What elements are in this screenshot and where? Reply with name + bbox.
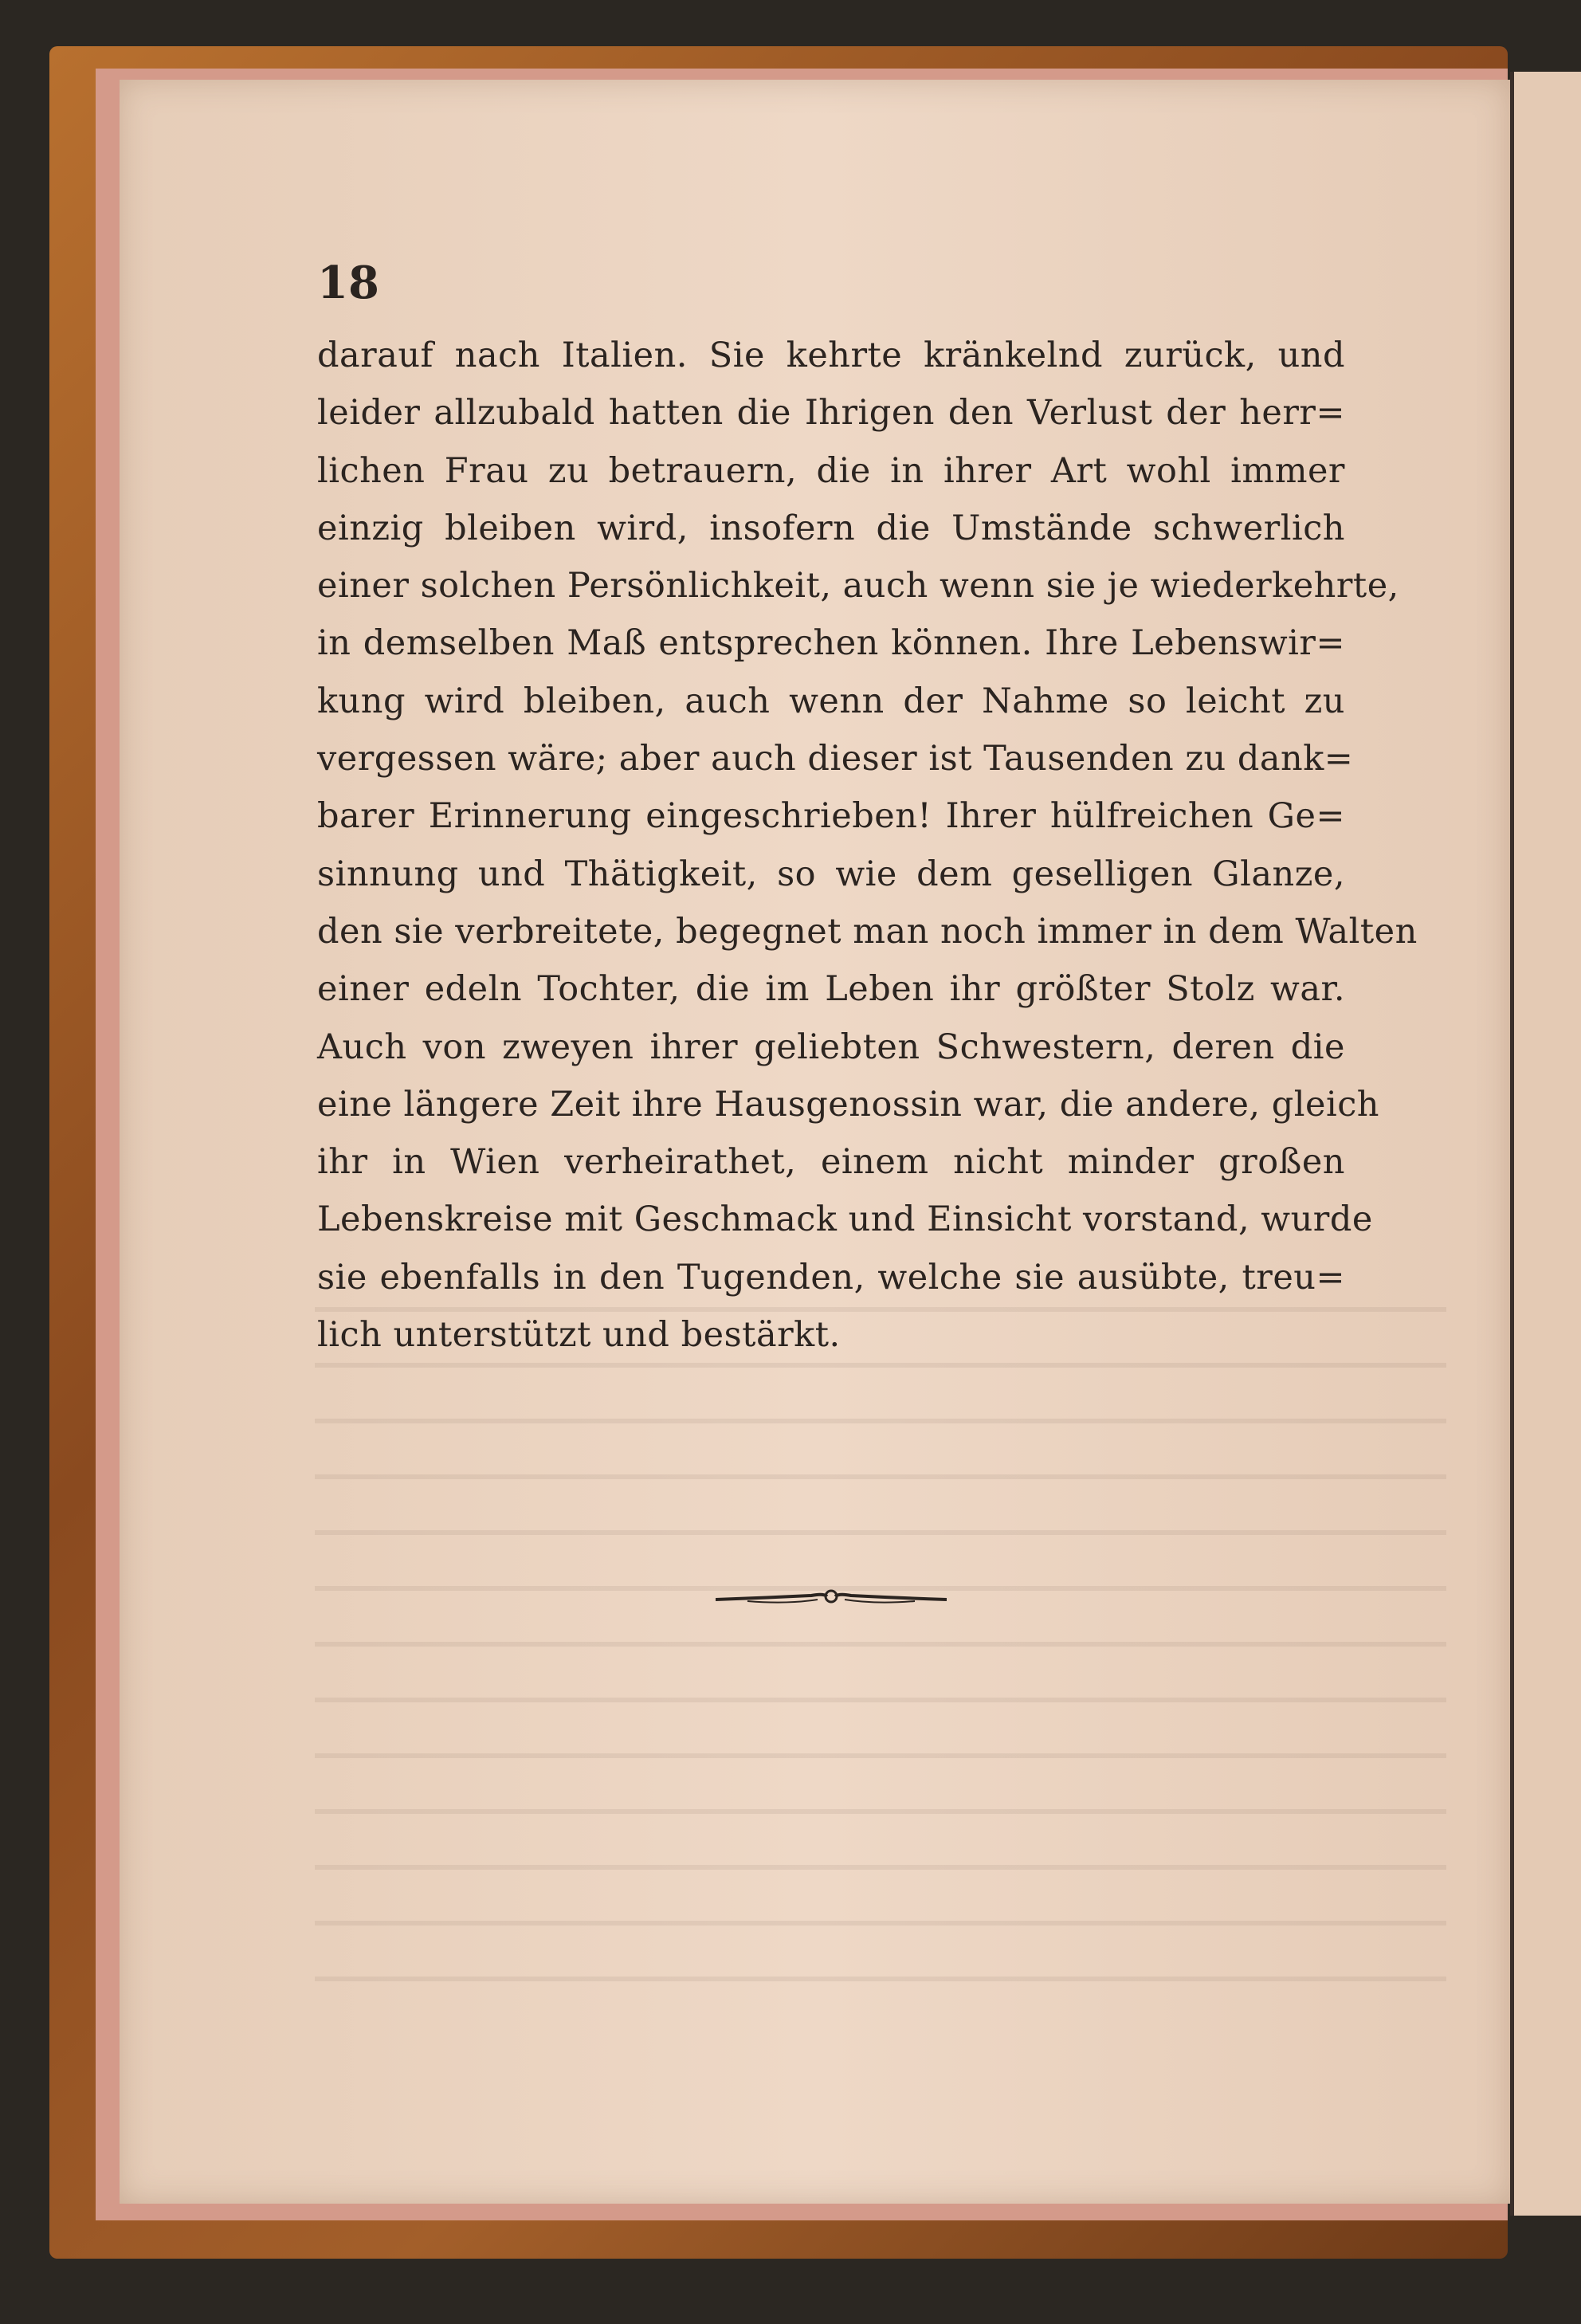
ornament-divider <box>716 1582 947 1614</box>
text-line: einer edeln Tochter, die im Leben ihr größter Stolz war. <box>317 969 1345 1010</box>
text-line: den sie verbreitete, begegnet man noch immer in dem Walten <box>317 911 1418 952</box>
body-text <box>317 327 1418 1364</box>
text-line: einzig bleiben wird, insofern die Umstände schwerlich <box>317 508 1345 548</box>
text-line: sie ebenfalls in den Tugenden, welche sie ausübte, treu= <box>317 1257 1345 1297</box>
text-line: ihr in Wien verheirathet, einem nicht minder großen <box>317 1142 1345 1183</box>
text-line: Lebenskreise mit Geschmack und Einsicht vorstand, wurde <box>317 1199 1373 1240</box>
text-line: kung wird bleiben, auch wenn der Nahme so leicht zu <box>317 681 1345 721</box>
text-line: darauf nach Italien. Sie kehrte kränkelnd zurück, und <box>317 336 1345 375</box>
show-through-text <box>315 1307 1446 2024</box>
text-line: leider allzubald hatten die Ihrigen den Verlust der herr= <box>317 393 1345 434</box>
text-line: vergessen wäre; aber auch dieser ist Tausenden zu dank= <box>317 739 1354 779</box>
text-line: lichen Frau zu betrauern, die in ihrer Art wohl immer <box>317 450 1345 491</box>
text-line: barer Erinnerung eingeschrieben! Ihrer hülfreichen Ge= <box>317 796 1345 837</box>
text-line: eine längere Zeit ihre Hausgenossin war, die andere, gleich <box>317 1084 1379 1125</box>
text-line: sinnung und Thätigkeit, so wie dem geselligen Glanze, <box>317 854 1345 894</box>
facing-page-edge <box>1510 72 1581 2216</box>
text-line: einer solchen Persönlichkeit, auch wenn sie je wiederkehrte, <box>317 566 1399 607</box>
page-number: 18 <box>317 257 379 309</box>
text-line: in demselben Maß entsprechen können. Ihre Lebenswir= <box>317 623 1345 664</box>
text-line: Auch von zweyen ihrer geliebten Schwestern, deren die <box>317 1027 1345 1067</box>
text-line: lich unterstützt und bestärkt. <box>317 1315 841 1356</box>
